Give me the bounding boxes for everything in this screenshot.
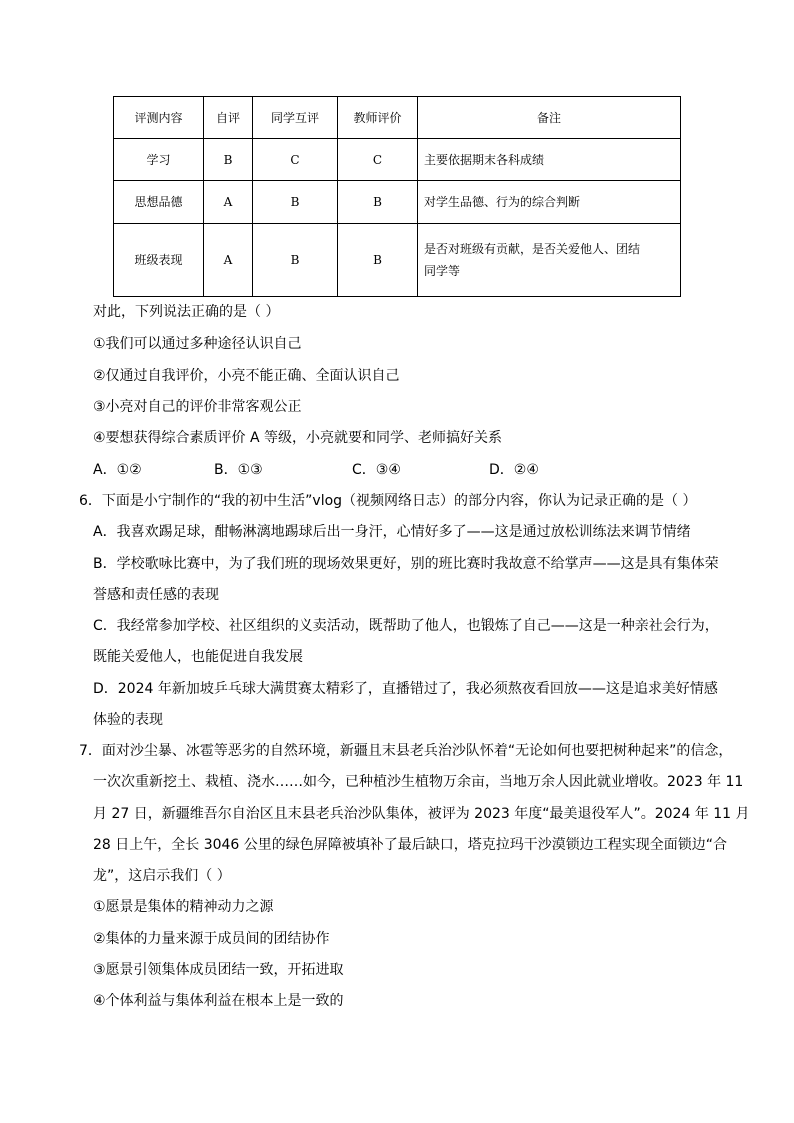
table-row bbox=[114, 224, 681, 297]
statement-item: ④要想获得综合素质评价 A 等级，小亮就要和同学、老师搞好关系 bbox=[93, 430, 503, 446]
table-row bbox=[114, 181, 681, 224]
question-7-text: 一次次重新挖土、栽植、浇水……如今，已种植沙生植物万余亩，当地万余人因此就业增收。2023 年 11 bbox=[93, 774, 744, 790]
question-7-text: 28 日上午，全长 3046 公里的绿色屏障被填补了最后缺口，塔克拉玛干沙漠锁边工程实现全面锁边“合 bbox=[93, 837, 728, 853]
option-a: A．我喜欢踢足球，酣畅淋漓地踢球后出一身汗，心情好多了——这是通过放松训练法来调节情绪 bbox=[93, 524, 691, 540]
question-7-text: 月 27 日，新疆维吾尔自治区且末县老兵治沙队集体，被评为 2023 年度“最美退役军人”。2024 年 11 月 bbox=[93, 806, 750, 822]
table-row bbox=[114, 139, 681, 181]
note-line: 同学等 bbox=[424, 264, 461, 278]
option-b: B．①③ bbox=[214, 462, 263, 478]
table-cell-teacher: B bbox=[338, 181, 418, 224]
statement-item: ②集体的力量来源于成员间的团结协作 bbox=[93, 931, 330, 947]
question-6-stem: 6．下面是小宁制作的“我的初中生活”vlog（视频网络日志）的部分内容，你认为记录正确的是（ ） bbox=[79, 493, 697, 509]
question-7-text: 龙”，这启示我们（ ） bbox=[93, 868, 231, 884]
table-cell-teacher: C bbox=[338, 139, 418, 181]
option-d-continued: 体验的表现 bbox=[93, 712, 163, 728]
header-cell: 评测内容 bbox=[114, 97, 204, 139]
option-d: D．2024 年新加坡乒乓球大满贯赛太精彩了，直播错过了，我必须熬夜看回放——这是追求美好情感 bbox=[93, 681, 718, 697]
statement-item: ①我们可以通过多种途径认识自己 bbox=[93, 336, 302, 352]
table-header-row bbox=[114, 97, 681, 139]
option-a: A．①② bbox=[93, 462, 142, 478]
question-7-stem: 7．面对沙尘暴、冰雹等恶劣的自然环境，新疆且末县老兵治沙队怀着“无论如何也要把树种起来”的信念， bbox=[79, 743, 733, 759]
table-cell-peer: C bbox=[253, 139, 338, 181]
option-b: B．学校歌咏比赛中，为了我们班的现场效果更好，别的班比赛时我故意不给掌声——这是具有集体荣 bbox=[93, 556, 719, 572]
table-cell-note: 主要依据期末各科成绩 bbox=[418, 139, 681, 181]
table-cell-peer: B bbox=[253, 224, 338, 297]
statement-item: ④个体利益与集体利益在根本上是一致的 bbox=[93, 993, 344, 1009]
statement-item: ③愿景引领集体成员团结一致，开拓进取 bbox=[93, 962, 344, 978]
header-cell: 同学互评 bbox=[253, 97, 338, 139]
option-c-continued: 既能关爱他人，也能促进自我发展 bbox=[93, 649, 303, 665]
note-line: 是否对班级有贡献，是否关爱他人、团结 bbox=[424, 242, 641, 256]
table-cell-self: A bbox=[204, 181, 253, 224]
table-cell-item: 思想品德 bbox=[114, 181, 204, 224]
option-c: C．我经常参加学校、社区组织的义卖活动，既帮助了他人，也锻炼了自己——这是一种亲社会行为， bbox=[93, 618, 719, 634]
option-d: D．②④ bbox=[489, 462, 539, 478]
table-cell-teacher: B bbox=[338, 224, 418, 297]
header-cell: 备注 bbox=[418, 97, 681, 139]
option-b-continued: 誉感和责任感的表现 bbox=[93, 587, 219, 603]
table-cell-note: 对学生品德、行为的综合判断 bbox=[418, 181, 681, 224]
table-cell-note bbox=[418, 224, 681, 297]
table-cell-item: 班级表现 bbox=[114, 224, 204, 297]
question-5-stem: 对此，下列说法正确的是（ ） bbox=[93, 304, 280, 320]
table-cell-peer: B bbox=[253, 181, 338, 224]
evaluation-table bbox=[113, 96, 681, 297]
statement-item: ③小亮对自己的评价非常客观公正 bbox=[93, 399, 302, 415]
option-c: C．③④ bbox=[352, 462, 401, 478]
statement-item: ②仅通过自我评价，小亮不能正确、全面认识自己 bbox=[93, 368, 400, 384]
table-cell-self: B bbox=[204, 139, 253, 181]
statement-item: ①愿景是集体的精神动力之源 bbox=[93, 899, 274, 915]
answer-options bbox=[93, 461, 539, 479]
table-cell-self: A bbox=[204, 224, 253, 297]
table-cell-item: 学习 bbox=[114, 139, 204, 181]
header-cell: 教师评价 bbox=[338, 97, 418, 139]
header-cell: 自评 bbox=[204, 97, 253, 139]
